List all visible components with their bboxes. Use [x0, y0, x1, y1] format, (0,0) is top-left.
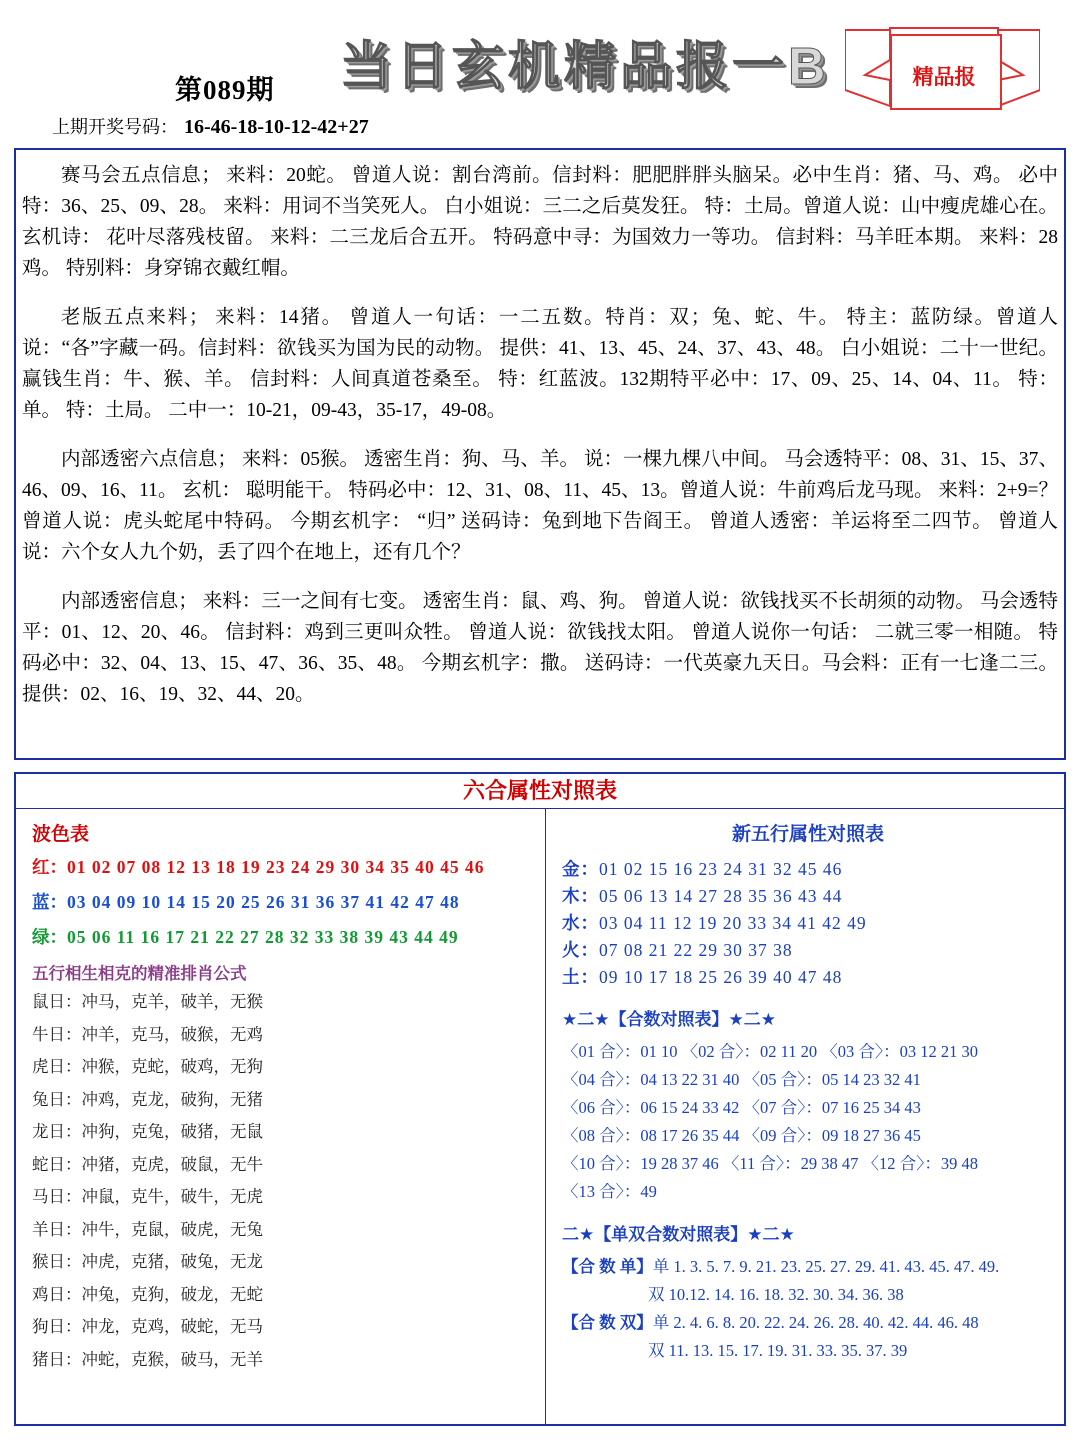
sum-table-row: 〈10 合〉：19 28 37 46 〈11 合〉：29 38 47 〈12 合〉：39 48 — [562, 1154, 979, 1173]
paragraph-2: 老版五点来料； 来料：14猪。 曾道人一句话：一二五数。特肖：双；兔、蛇、牛。 特主：蓝防绿。曾道人说：“各”字藏一码。信封料：欲钱买为国为民的动物。 提供：41、13、45、24、37、43、48。 白小姐说：二十一世纪。 赢钱生肖：牛、猴、羊。 信封料：人间真道苍桑至。 特：红蓝波。132期特平必中：17、09、25、14、04、11。 特：单。 特：土局。 二中一：10-21，09-43，35-17，49-08。 — [22, 307, 1058, 421]
sum-table-row: 〈04 合〉：04 13 22 31 40 〈05 合〉：05 14 23 32 41 — [562, 1070, 921, 1089]
odd-even-title: 二★【单双合数对照表】★二★ — [562, 1225, 795, 1244]
zodiac-row: 狗日：冲龙，克鸡，破蛇，无马 — [32, 1317, 263, 1336]
odd-even-even-line1: 单 2. 4. 6. 8. 20. 22. 24. 26. 28. 40. 42. 44. 46. 48 — [652, 1313, 979, 1332]
five-element-row-wood — [562, 883, 1054, 910]
wave-numbers-blue: 03 04 09 10 14 15 20 25 26 31 36 37 41 42 47 48 — [67, 892, 460, 912]
paragraph-4: 内部透密信息； 来料：三一之间有七变。 透密生肖：鼠、鸡、狗。 曾道人说：欲钱找买不长胡须的动物。 马会透特平：01、12、20、46。 信封料：鸡到三更叫众牲。 曾道人说：欲钱找太阳。 曾道人说你一句话： 二就三零一相随。 特码必中：32、04、13、15、47、36、35、48。 今期玄机字：撒。 送码诗：一代英豪九天日。马会料：正有一七逢二三。 提供：02、16、19、32、44、20。 — [22, 591, 1058, 705]
paragraph-1: 赛马会五点信息； 来料：20蛇。 曾道人说：割台湾前。信封料：肥肥胖胖头脑呆。必中生肖：猪、马、鸡。 必中特：36、25、09、28。 来料：用词不当笑死人。 白小姐说：三二之后莫发狂。 特：土局。曾道人说：山中瘦虎雄心在。 玄机诗： 花叶尽落残枝留。 来料：二三龙后合五开。 特码意中寻：为国效力一等功。 信封料：马羊旺本期。 来料：28鸡。 特别料：身穿锦衣戴红帽。 — [22, 165, 1058, 279]
attribute-table-columns — [16, 809, 1064, 1425]
wave-row-red — [32, 854, 535, 880]
sum-table-row: 〈13 合〉：49 — [562, 1182, 657, 1201]
wave-row-blue — [32, 889, 535, 915]
sum-table-row: 〈08 合〉：08 17 26 35 44 〈09 合〉：09 18 27 36 45 — [562, 1126, 921, 1145]
wave-label-red: 红： — [32, 857, 67, 877]
banner-title: 当日玄机精品报一B — [340, 38, 830, 96]
odd-even-label-odd: 【合 数 单】 — [562, 1257, 653, 1276]
zodiac-row: 猪日：冲蛇，克猴，破马，无羊 — [32, 1349, 263, 1369]
five-element-row-metal — [562, 856, 1054, 883]
main-content-box — [14, 148, 1066, 760]
five-element-numbers-metal: 01 02 15 16 23 24 31 32 45 46 — [599, 859, 843, 879]
wave-numbers-green: 05 06 11 16 17 21 22 27 28 32 33 38 39 43 44 49 — [67, 927, 459, 947]
formula-title: 五行相生相克的精准排肖公式 — [32, 964, 247, 983]
attribute-table-title: 六合属性对照表 — [16, 774, 1064, 809]
odd-even-label-even: 【合 数 双】 — [562, 1313, 653, 1332]
five-element-label-wood: 木： — [562, 886, 599, 906]
previous-draw — [52, 113, 369, 139]
wave-label-blue: 蓝： — [32, 892, 67, 912]
odd-even-even-line2: 双 11. 13. 15. 17. 19. 31. 33. 35. 37. 39 — [648, 1341, 908, 1360]
zodiac-row: 龙日：冲狗，克兔，破猪，无鼠 — [32, 1122, 263, 1141]
paragraph-3: 内部透密六点信息； 来料：05猴。 透密生肖：狗、马、羊。 说：一棵九棵八中间。 马会透特平：08、31、15、37、46、09、16、11。 玄机： 聪明能干。 特码必中：12、31、08、11、45、13。曾道人说：牛前鸡后龙马现。 来料：2+9=？ 曾道人说：虎头蛇尾中特码。 今期玄机字： “归” 送码诗：兔到地下告阎王。 曾道人透密：羊运将至二四节。 曾道人说：六个女人九个奶，丢了四个在地上，还有几个？ — [22, 449, 1058, 563]
page-header — [0, 0, 1080, 150]
zodiac-row: 羊日：冲牛，克鼠，破虎，无兔 — [32, 1219, 263, 1239]
zodiac-row: 鼠日：冲马，克羊，破羊，无猴 — [32, 992, 263, 1011]
previous-draw-label: 上期开奖号码： — [52, 117, 178, 137]
previous-draw-numbers: 16-46-18-10-12-42+27 — [184, 116, 369, 138]
five-element-label-metal: 金： — [562, 859, 599, 879]
zodiac-row: 马日：冲鼠，克牛，破牛，无虎 — [32, 1187, 263, 1206]
odd-even-odd-line2: 双 10.12. 14. 16. 18. 32. 30. 34. 36. 38 — [648, 1285, 904, 1304]
five-element-numbers-earth: 09 10 17 18 25 26 39 40 47 48 — [599, 967, 843, 987]
issue-number: 第089期 — [175, 75, 275, 105]
sum-table-row: 〈06 合〉：06 15 24 33 42 〈07 合〉：07 16 25 34 43 — [562, 1098, 921, 1117]
five-element-label-water: 水： — [562, 913, 599, 933]
zodiac-row: 蛇日：冲猪，克虎，破鼠，无牛 — [32, 1154, 263, 1174]
five-element-label-earth: 土： — [562, 967, 599, 987]
five-element-row-fire — [562, 937, 1054, 964]
odd-even-odd-line1: 单 1. 3. 5. 7. 9. 21. 23. 25. 27. 29. 41. 43. 45. 47. 49. — [652, 1257, 1000, 1276]
odd-even-row-even — [562, 1309, 1054, 1337]
wave-numbers-red: 01 02 07 08 12 13 18 19 23 24 29 30 34 35 40 45 46 — [67, 857, 485, 877]
ribbon-badge — [845, 20, 1040, 115]
wave-color-title: 波色表 — [32, 824, 90, 845]
wave-row-green — [32, 924, 535, 950]
sum-table-row: 〈01 合〉：01 10 〈02 合〉：02 11 20 〈03 合〉：03 12 21 30 — [562, 1042, 979, 1061]
sum-table-title: ★二★【合数对照表】★二★ — [562, 1010, 776, 1029]
zodiac-row: 虎日：冲猴，克蛇，破鸡，无狗 — [32, 1057, 263, 1076]
zodiac-row: 牛日：冲羊，克马，破猴，无鸡 — [32, 1024, 263, 1044]
odd-even-row-odd — [562, 1253, 1054, 1281]
wave-color-column — [16, 809, 546, 1425]
zodiac-row: 鸡日：冲兔，克狗，破龙，无蛇 — [32, 1284, 263, 1304]
zodiac-row: 兔日：冲鸡，克龙，破狗，无猪 — [32, 1089, 263, 1109]
five-element-column — [546, 809, 1064, 1425]
five-element-numbers-water: 03 04 11 12 19 20 33 34 41 42 49 — [599, 913, 867, 933]
five-element-row-earth — [562, 964, 1054, 991]
five-element-numbers-fire: 07 08 21 22 29 30 37 38 — [599, 940, 793, 960]
five-element-title: 新五行属性对照表 — [731, 824, 884, 845]
attribute-table-box — [14, 772, 1066, 1426]
five-element-numbers-wood: 05 06 13 14 27 28 35 36 43 44 — [599, 886, 843, 906]
ribbon-label: 精品报 — [912, 66, 976, 89]
five-element-row-water — [562, 910, 1054, 937]
wave-label-green: 绿： — [32, 927, 67, 947]
zodiac-row: 猴日：冲虎，克猪，破兔，无龙 — [32, 1252, 263, 1271]
five-element-label-fire: 火： — [562, 940, 599, 960]
